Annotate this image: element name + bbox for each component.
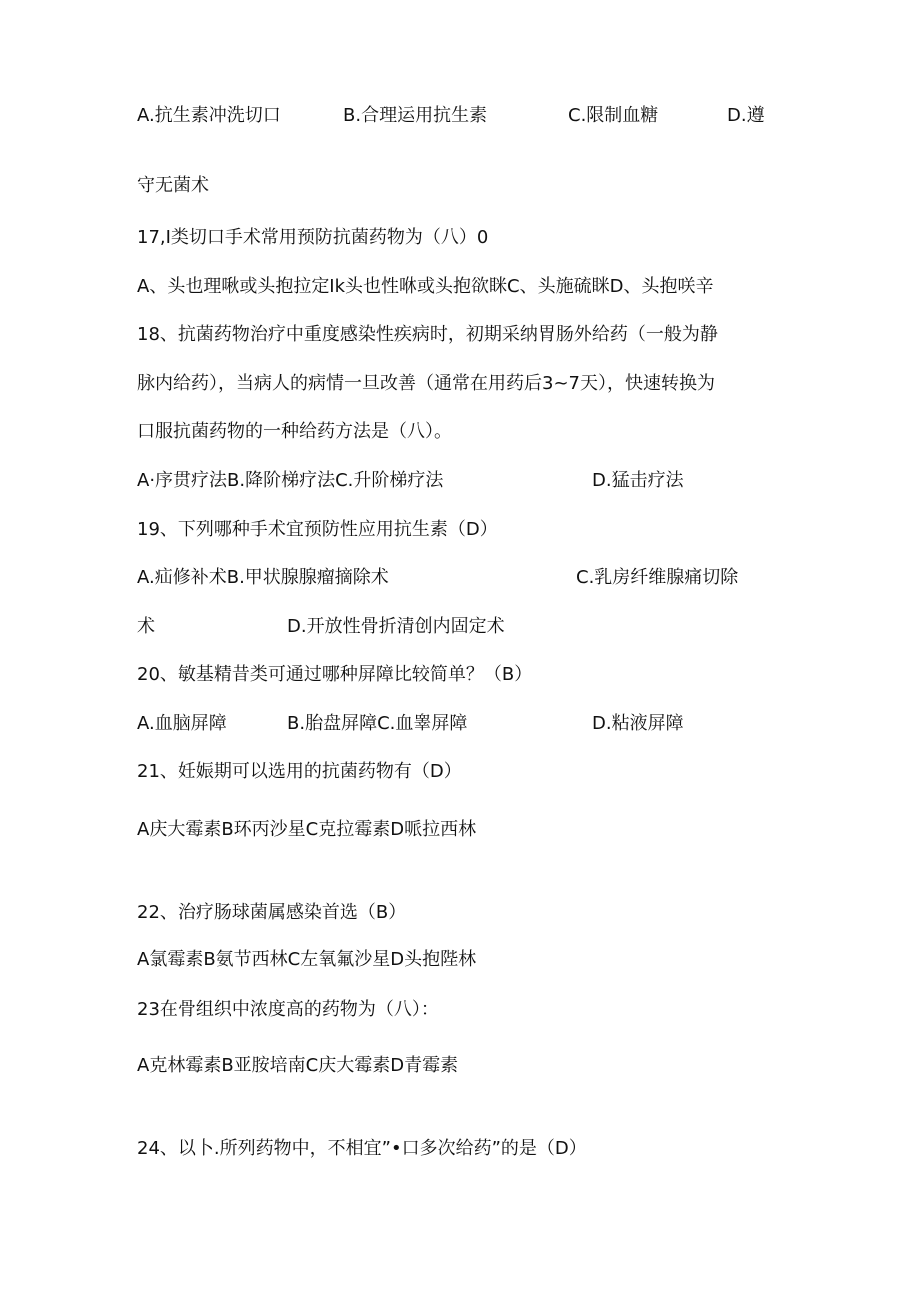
question-text: 17,I类切口手术常用预防抗菌药物为（八）0	[137, 227, 489, 248]
options-text: A克林霉素B亚胺培南C庆大霉素D青霉素	[137, 1055, 459, 1076]
question-text: 24、以卜.所列药物中，不相宜”•口多次给药”的是（D）	[137, 1138, 587, 1159]
options-ab: A.疝修补术B.甲状腺腺瘤摘除术	[137, 567, 389, 588]
question-text: 23在骨组织中浓度高的药物为（八）：	[137, 999, 439, 1020]
option-a: A.血脑屏障	[137, 713, 227, 734]
option-a: A.抗生素冲洗切口	[137, 105, 281, 126]
option-b: B.合理运用抗生素	[343, 105, 488, 126]
options-abc: A·序贯疗法B.降阶梯疗法C.升阶梯疗法	[137, 470, 444, 491]
question-text: 20、敏基精昔类可通过哪种屏障比较简单？（B）	[137, 664, 533, 685]
question-text: 21、妊娠期可以选用的抗菌药物有（D）	[137, 761, 462, 782]
question-text: 口服抗菌药物的一种给药方法是（八）。	[137, 421, 452, 442]
option-d-continuation: 守无菌术	[137, 175, 209, 196]
options-text: A氯霉素B氨节西林C左氧氟沙星D头抱陛林	[137, 949, 477, 970]
option-c: C.乳房纤维腺痛切除	[576, 567, 739, 588]
options-text: A、头也理啾或头抱拉定Ik头也性咻或头抱欲眯C、头施硫眯D、头抱咲辛	[137, 276, 714, 297]
question-text: 22、治疗肠球菌属感染首选（B）	[137, 902, 407, 923]
question-text: 18、抗菌药物治疗中重度感染性疾病时，初期采纳胃肠外给药（一般为静	[137, 324, 718, 345]
option-d: D.遵	[727, 105, 765, 126]
options-bc: B.胎盘屏障C.血睾屏障	[287, 713, 468, 734]
option-c: C.限制血糖	[568, 105, 659, 126]
option-d: D.猛击疗法	[592, 470, 684, 491]
option-d: D.粘液屏障	[592, 713, 684, 734]
options-text: A庆大霉素B环丙沙星C克拉霉素D哌拉西林	[137, 819, 477, 840]
question-text: 脉内给药），当病人的病情一旦改善（通常在用药后3~7天），快速转换为	[137, 373, 715, 394]
option-c-continuation: 术	[137, 616, 155, 637]
option-d: D.开放性骨折清创内固定术	[287, 616, 505, 637]
question-text: 19、下列哪种手术宜预防性应用抗生素（D）	[137, 519, 498, 540]
